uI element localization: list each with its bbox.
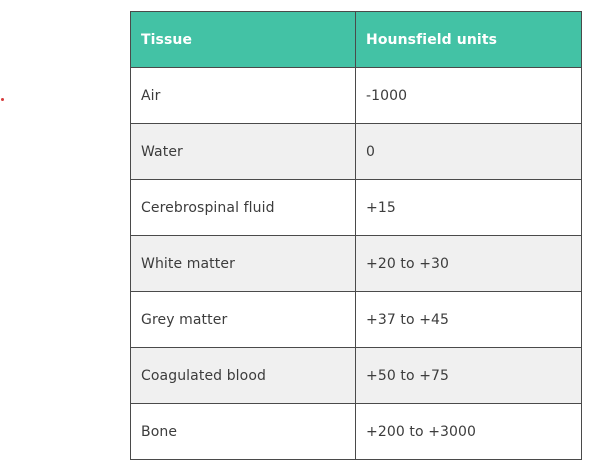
hu-cell: +200 to +3000 xyxy=(356,404,582,460)
hu-cell: 0 xyxy=(356,124,582,180)
marker-dot xyxy=(1,98,4,101)
table-row xyxy=(131,292,582,348)
hounsfield-table xyxy=(130,11,582,460)
table-row xyxy=(131,404,582,460)
hu-cell: +15 xyxy=(356,180,582,236)
tissue-cell: Water xyxy=(131,124,356,180)
table-row xyxy=(131,236,582,292)
header-row xyxy=(131,12,582,68)
table-body xyxy=(131,68,582,460)
table-row xyxy=(131,124,582,180)
tissue-cell: Grey matter xyxy=(131,292,356,348)
column-header-hounsfield-units: Hounsfield units xyxy=(356,12,582,68)
hu-cell: +50 to +75 xyxy=(356,348,582,404)
tissue-cell: Cerebrospinal fluid xyxy=(131,180,356,236)
column-header-tissue: Tissue xyxy=(131,12,356,68)
tissue-cell: White matter xyxy=(131,236,356,292)
tissue-cell: Bone xyxy=(131,404,356,460)
hu-cell: -1000 xyxy=(356,68,582,124)
table-row xyxy=(131,180,582,236)
hu-cell: +37 to +45 xyxy=(356,292,582,348)
table-row xyxy=(131,68,582,124)
tissue-cell: Coagulated blood xyxy=(131,348,356,404)
table-header xyxy=(131,12,582,68)
tissue-cell: Air xyxy=(131,68,356,124)
table-row xyxy=(131,348,582,404)
hu-cell: +20 to +30 xyxy=(356,236,582,292)
